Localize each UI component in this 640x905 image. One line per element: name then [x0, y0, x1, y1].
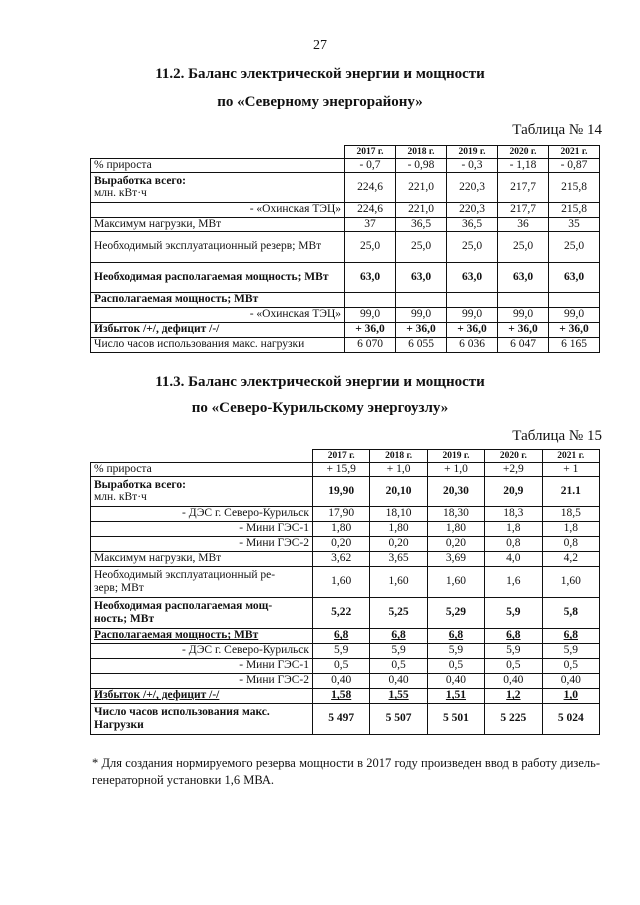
table-row [91, 597, 600, 628]
cell: 37 [345, 217, 396, 231]
table-row [91, 307, 600, 322]
cell: 0,20 [313, 536, 370, 551]
year-header: 2021 г. [549, 146, 600, 159]
table-row [91, 292, 600, 307]
cell: - 0,7 [345, 159, 396, 173]
table-row [91, 172, 600, 202]
cell: - 1,18 [498, 159, 549, 173]
cell: + 36,0 [396, 322, 447, 337]
cell: - 0,87 [549, 159, 600, 173]
row-label: - Мини ГЭС-2 [91, 536, 313, 551]
table14-label: Таблица № 14 [512, 122, 602, 138]
cell: 1,2 [485, 688, 542, 703]
row-label: Максимум нагрузки, МВт [91, 217, 345, 231]
year-header: 2018 г. [396, 146, 447, 159]
cell: 1,0 [542, 688, 599, 703]
row-label: % прироста [91, 463, 313, 477]
cell: 1,80 [313, 521, 370, 536]
row-label [91, 597, 313, 628]
cell [396, 292, 447, 307]
cell: 35 [549, 217, 600, 231]
row-label [91, 172, 345, 202]
cell: 4,0 [485, 551, 542, 566]
cell: + 1,0 [427, 463, 484, 477]
table15-label: Таблица № 15 [512, 428, 602, 444]
cell: 5,9 [542, 643, 599, 658]
section2-title-line1: 11.3. Баланс электрической энергии и мощности [155, 374, 485, 390]
cell: 0,40 [485, 673, 542, 688]
cell: 63,0 [498, 262, 549, 292]
table-row [91, 463, 600, 477]
table-row [91, 337, 600, 352]
cell: + 1 [542, 463, 599, 477]
cell: 1,8 [542, 521, 599, 536]
row-label-main: Число часов использования макс. [94, 706, 270, 718]
cell: 1,58 [313, 688, 370, 703]
table-row [91, 521, 600, 536]
table-row [91, 566, 600, 597]
cell [447, 292, 498, 307]
row-label [91, 566, 313, 597]
row-label-cont: ность; МВт [94, 612, 155, 625]
cell: +2,9 [485, 463, 542, 477]
cell: 6,8 [370, 628, 427, 643]
row-label [91, 476, 313, 506]
cell: 0,40 [427, 673, 484, 688]
row-label: - Мини ГЭС-1 [91, 521, 313, 536]
table-row [91, 231, 600, 262]
cell: 0,5 [313, 658, 370, 673]
cell: 25,0 [498, 231, 549, 262]
cell: - 0,98 [396, 159, 447, 173]
cell: 25,0 [447, 231, 498, 262]
cell: 99,0 [345, 307, 396, 322]
cell: 1,55 [370, 688, 427, 703]
year-header: 2017 г. [345, 146, 396, 159]
cell: 36,5 [396, 217, 447, 231]
cell: 1,51 [427, 688, 484, 703]
row-label: - Мини ГЭС-1 [91, 658, 313, 673]
cell: 6,8 [313, 628, 370, 643]
table-row [91, 688, 600, 703]
row-label: Располагаемая мощность; МВт [91, 292, 345, 307]
table-header-row [91, 146, 600, 159]
table-row [91, 658, 600, 673]
cell: 224,6 [345, 202, 396, 217]
cell: 4,2 [542, 551, 599, 566]
cell: 36,5 [447, 217, 498, 231]
table-row [91, 643, 600, 658]
table-row [91, 703, 600, 734]
section2-title-line2: по «Северо-Курильскому энергоузлу» [191, 400, 449, 416]
cell: 25,0 [345, 231, 396, 262]
cell: + 36,0 [345, 322, 396, 337]
cell: 1,6 [485, 566, 542, 597]
cell: + 36,0 [447, 322, 498, 337]
table-row [91, 217, 600, 231]
cell: 5,8 [542, 597, 599, 628]
cell: 6 165 [549, 337, 600, 352]
row-label-cont: зерв; МВт [94, 581, 144, 594]
row-label: - ДЭС г. Северо-Курильск [91, 506, 313, 521]
cell: 220,3 [447, 202, 498, 217]
cell: 5 497 [313, 703, 370, 734]
row-label [91, 703, 313, 734]
cell: 63,0 [396, 262, 447, 292]
cell: 20,10 [370, 476, 427, 506]
cell: 0,8 [485, 536, 542, 551]
cell: 5,9 [427, 643, 484, 658]
row-label: Необходимая располагаемая мощность; МВт [91, 262, 345, 292]
cell: 0,20 [370, 536, 427, 551]
cell: 6,8 [485, 628, 542, 643]
table-header-row [91, 450, 600, 463]
cell: 0,5 [542, 658, 599, 673]
cell: 99,0 [549, 307, 600, 322]
cell: 5 024 [542, 703, 599, 734]
cell: 1,60 [542, 566, 599, 597]
table-row [91, 262, 600, 292]
cell: 5,22 [313, 597, 370, 628]
cell: 1,60 [427, 566, 484, 597]
cell: 99,0 [498, 307, 549, 322]
cell: 3,69 [427, 551, 484, 566]
table-row [91, 628, 600, 643]
cell: 36 [498, 217, 549, 231]
row-label: Избыток /+/, дефицит /-/ [91, 322, 345, 337]
cell: - 0,3 [447, 159, 498, 173]
cell: 63,0 [447, 262, 498, 292]
cell: 18,30 [427, 506, 484, 521]
cell: 1,80 [370, 521, 427, 536]
cell: 0,5 [370, 658, 427, 673]
cell: + 36,0 [549, 322, 600, 337]
cell: 25,0 [396, 231, 447, 262]
cell: 221,0 [396, 172, 447, 202]
section1-title-line1: 11.2. Баланс электрической энергии и мощности [155, 66, 485, 82]
cell: 18,3 [485, 506, 542, 521]
cell: 18,5 [542, 506, 599, 521]
cell: 25,0 [549, 231, 600, 262]
row-label-unit: млн. кВт·ч [94, 187, 147, 200]
cell: 63,0 [345, 262, 396, 292]
year-header: 2021 г. [542, 450, 599, 463]
row-label: Максимум нагрузки, МВт [91, 551, 313, 566]
table-row [91, 322, 600, 337]
cell: 0,40 [370, 673, 427, 688]
year-header: 2019 г. [427, 450, 484, 463]
cell: 3,62 [313, 551, 370, 566]
cell: 221,0 [396, 202, 447, 217]
cell: 217,7 [498, 202, 549, 217]
cell: 224,6 [345, 172, 396, 202]
year-header: 2017 г. [313, 450, 370, 463]
cell: 20,30 [427, 476, 484, 506]
year-header: 2019 г. [447, 146, 498, 159]
cell: 6,8 [542, 628, 599, 643]
table-row [91, 536, 600, 551]
cell: + 15,9 [313, 463, 370, 477]
cell: 6,8 [427, 628, 484, 643]
cell: 6 047 [498, 337, 549, 352]
cell: 0,40 [542, 673, 599, 688]
row-label-main: Выработка всего: [94, 174, 186, 187]
cell: 6 036 [447, 337, 498, 352]
footnote: * Для создания нормируемого резерва мощности в 2017 году произведен ввод в работу дизель-генераторной установки 1,6 МВА. [92, 756, 600, 787]
cell: 63,0 [549, 262, 600, 292]
cell: 0,40 [313, 673, 370, 688]
cell: 1,80 [427, 521, 484, 536]
row-label: Необходимый эксплуатационный резерв; МВт [91, 231, 345, 262]
cell: 1,60 [313, 566, 370, 597]
table-row [91, 673, 600, 688]
cell: 215,8 [549, 202, 600, 217]
cell: 217,7 [498, 172, 549, 202]
row-label: Число часов использования макс. нагрузки [91, 337, 345, 352]
year-header: 2018 г. [370, 450, 427, 463]
cell: 5 501 [427, 703, 484, 734]
table-row [91, 159, 600, 173]
cell: 99,0 [447, 307, 498, 322]
cell: 21.1 [542, 476, 599, 506]
cell: 0,8 [542, 536, 599, 551]
cell: 5,9 [313, 643, 370, 658]
row-label: - ДЭС г. Северо-Курильск [91, 643, 313, 658]
row-label-main: Выработка всего: [94, 478, 186, 491]
row-label: % прироста [91, 159, 345, 173]
cell: 5 225 [485, 703, 542, 734]
cell [549, 292, 600, 307]
year-header: 2020 г. [498, 146, 549, 159]
row-label: - «Охинская ТЭЦ» [91, 307, 345, 322]
table-row [91, 202, 600, 217]
cell: 99,0 [396, 307, 447, 322]
cell: 19,90 [313, 476, 370, 506]
cell: 5,9 [370, 643, 427, 658]
cell: 17,90 [313, 506, 370, 521]
row-label: - «Охинская ТЭЦ» [91, 202, 345, 217]
row-label: Избыток /+/, дефицит /-/ [91, 688, 313, 703]
cell: 6 055 [396, 337, 447, 352]
cell: 5,25 [370, 597, 427, 628]
table-14 [90, 145, 600, 353]
cell: 0,5 [427, 658, 484, 673]
year-header: 2020 г. [485, 450, 542, 463]
row-label: Располагаемая мощность; МВт [91, 628, 313, 643]
cell: 5,9 [485, 597, 542, 628]
cell: 20,9 [485, 476, 542, 506]
table-row [91, 551, 600, 566]
cell: 3,65 [370, 551, 427, 566]
cell: 5 507 [370, 703, 427, 734]
table-row [91, 476, 600, 506]
cell: + 36,0 [498, 322, 549, 337]
row-label-unit: млн. кВт·ч [94, 491, 147, 504]
header-empty [91, 450, 313, 463]
row-label: - Мини ГЭС-2 [91, 673, 313, 688]
row-label-main: Необходимая располагаемая мощ- [94, 600, 273, 612]
header-empty [91, 146, 345, 159]
row-label-cont: Нагрузки [94, 718, 144, 731]
cell: 18,10 [370, 506, 427, 521]
cell [345, 292, 396, 307]
cell: + 1,0 [370, 463, 427, 477]
cell: 6 070 [345, 337, 396, 352]
table-row [91, 506, 600, 521]
cell: 215,8 [549, 172, 600, 202]
cell: 0,20 [427, 536, 484, 551]
section1-title-line2: по «Северному энергорайону» [217, 94, 423, 110]
cell: 1,8 [485, 521, 542, 536]
cell: 5,29 [427, 597, 484, 628]
row-label-main: Необходимый эксплуатационный ре- [94, 569, 276, 581]
page-number: 27 [313, 38, 327, 53]
cell: 220,3 [447, 172, 498, 202]
cell: 1,60 [370, 566, 427, 597]
cell: 5,9 [485, 643, 542, 658]
cell [498, 292, 549, 307]
cell: 0,5 [485, 658, 542, 673]
table-15 [90, 449, 600, 735]
